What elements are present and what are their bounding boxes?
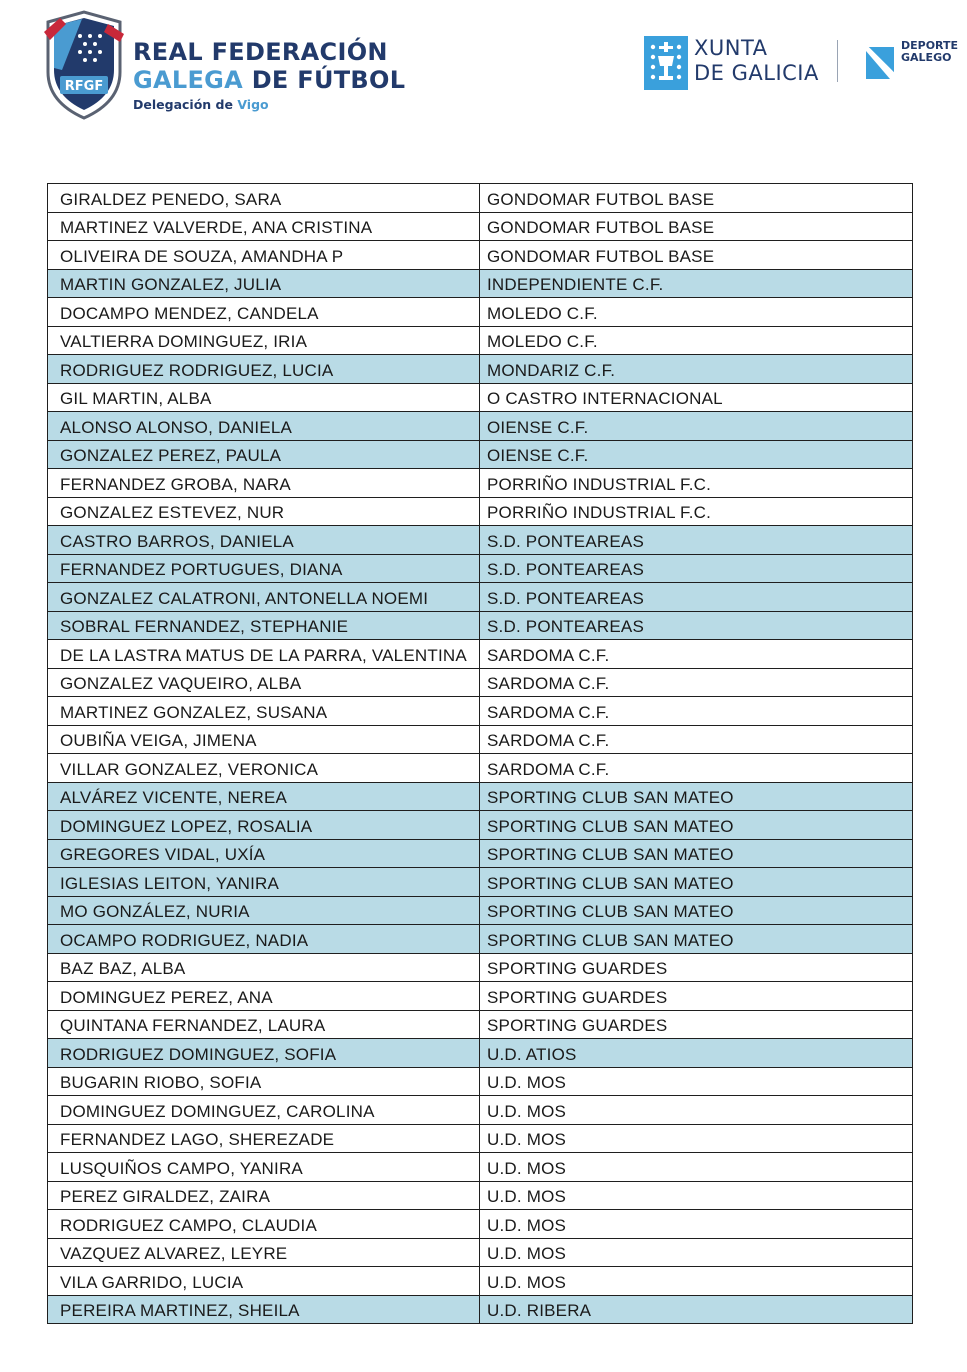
player-name-cell: GIL MARTIN, ALBA	[48, 383, 480, 412]
table-row	[48, 1295, 913, 1324]
player-name-cell: GONZALEZ VAQUEIRO, ALBA	[48, 668, 480, 697]
table-row	[48, 1124, 913, 1153]
club-name-cell: INDEPENDIENTE C.F.	[480, 269, 913, 298]
player-name-cell: DOCAMPO MENDEZ, CANDELA	[48, 298, 480, 327]
player-name-cell: OUBIÑA VEIGA, JIMENA	[48, 725, 480, 754]
club-name-cell: SPORTING CLUB SAN MATEO	[480, 839, 913, 868]
org-name-line1: REAL FEDERACIÓN	[133, 38, 388, 66]
deporte-line2: GALEGO	[901, 51, 952, 64]
player-name-cell: MO GONZÁLEZ, NURIA	[48, 896, 480, 925]
player-name-cell: ALONSO ALONSO, DANIELA	[48, 412, 480, 441]
club-name-cell: O CASTRO INTERNACIONAL	[480, 383, 913, 412]
player-name-cell: GIRALDEZ PENEDO, SARA	[48, 184, 480, 213]
club-name-cell: SPORTING CLUB SAN MATEO	[480, 925, 913, 954]
table-row	[48, 982, 913, 1011]
table-row	[48, 440, 913, 469]
player-name-cell: GREGORES VIDAL, UXÍA	[48, 839, 480, 868]
player-name-cell: MARTINEZ GONZALEZ, SUSANA	[48, 697, 480, 726]
table-row	[48, 1153, 913, 1182]
table-row	[48, 583, 913, 612]
document-header	[0, 0, 967, 130]
xunta-emblem-logo	[644, 36, 688, 90]
table-row	[48, 326, 913, 355]
club-name-cell: SARDOMA C.F.	[480, 697, 913, 726]
table-row	[48, 1096, 913, 1125]
club-name-cell: U.D. ATIOS	[480, 1039, 913, 1068]
club-name-cell: U.D. MOS	[480, 1067, 913, 1096]
rfgf-crest-logo	[42, 10, 126, 120]
player-name-cell: GONZALEZ PEREZ, PAULA	[48, 440, 480, 469]
player-name-cell: FERNANDEZ PORTUGUES, DIANA	[48, 554, 480, 583]
table-row	[48, 554, 913, 583]
table-row	[48, 526, 913, 555]
club-name-cell: S.D. PONTEAREAS	[480, 583, 913, 612]
player-name-cell: MARTINEZ VALVERDE, ANA CRISTINA	[48, 212, 480, 241]
deporte-galego-logo	[864, 41, 896, 81]
player-name-cell: OLIVEIRA DE SOUZA, AMANDHA P	[48, 241, 480, 270]
club-name-cell: PORRIÑO INDUSTRIAL F.C.	[480, 469, 913, 498]
club-name-cell: S.D. PONTEAREAS	[480, 554, 913, 583]
club-name-cell: U.D. MOS	[480, 1210, 913, 1239]
player-club-table-body	[48, 184, 913, 1324]
player-name-cell: FERNANDEZ GROBA, NARA	[48, 469, 480, 498]
club-name-cell: OIENSE C.F.	[480, 412, 913, 441]
player-name-cell: PEREIRA MARTINEZ, SHEILA	[48, 1295, 480, 1324]
club-name-cell: SPORTING GUARDES	[480, 982, 913, 1011]
club-name-cell: SARDOMA C.F.	[480, 725, 913, 754]
player-name-cell: RODRIGUEZ DOMINGUEZ, SOFIA	[48, 1039, 480, 1068]
club-name-cell: U.D. MOS	[480, 1124, 913, 1153]
club-name-cell: OIENSE C.F.	[480, 440, 913, 469]
club-name-cell: MOLEDO C.F.	[480, 326, 913, 355]
player-name-cell: GONZALEZ ESTEVEZ, NUR	[48, 497, 480, 526]
table-row	[48, 1238, 913, 1267]
org-name-line2	[133, 66, 405, 94]
club-name-cell: MOLEDO C.F.	[480, 298, 913, 327]
player-name-cell: ALVÁREZ VICENTE, NEREA	[48, 782, 480, 811]
club-name-cell: SPORTING CLUB SAN MATEO	[480, 868, 913, 897]
table-row	[48, 1181, 913, 1210]
rfgf-badge-text: RFGF	[64, 79, 104, 94]
deporte-line1: DEPORTE	[901, 39, 959, 52]
table-row	[48, 611, 913, 640]
table-row	[48, 269, 913, 298]
table-row	[48, 725, 913, 754]
table-row	[48, 298, 913, 327]
club-name-cell: GONDOMAR FUTBOL BASE	[480, 212, 913, 241]
player-name-cell: IGLESIAS LEITON, YANIRA	[48, 868, 480, 897]
table-row	[48, 212, 913, 241]
club-name-cell: GONDOMAR FUTBOL BASE	[480, 241, 913, 270]
club-name-cell: SPORTING GUARDES	[480, 1010, 913, 1039]
table-row	[48, 383, 913, 412]
player-name-cell: CASTRO BARROS, DANIELA	[48, 526, 480, 555]
club-name-cell: U.D. MOS	[480, 1238, 913, 1267]
club-name-cell: SPORTING CLUB SAN MATEO	[480, 782, 913, 811]
club-name-cell: U.D. RIBERA	[480, 1295, 913, 1324]
table-row	[48, 1010, 913, 1039]
club-name-cell: U.D. MOS	[480, 1181, 913, 1210]
table-row	[48, 184, 913, 213]
table-row	[48, 412, 913, 441]
player-name-cell: BUGARIN RIOBO, SOFIA	[48, 1067, 480, 1096]
player-name-cell: RODRIGUEZ CAMPO, CLAUDIA	[48, 1210, 480, 1239]
player-name-cell: SOBRAL FERNANDEZ, STEPHANIE	[48, 611, 480, 640]
club-name-cell: S.D. PONTEAREAS	[480, 526, 913, 555]
table-row	[48, 355, 913, 384]
player-name-cell: GONZALEZ CALATRONI, ANTONELLA NOEMI	[48, 583, 480, 612]
player-name-cell: FERNANDEZ LAGO, SHEREZADE	[48, 1124, 480, 1153]
club-name-cell: U.D. MOS	[480, 1153, 913, 1182]
player-name-cell: MARTIN GONZALEZ, JULIA	[48, 269, 480, 298]
player-name-cell: DOMINGUEZ PEREZ, ANA	[48, 982, 480, 1011]
table-row	[48, 241, 913, 270]
table-row	[48, 782, 913, 811]
table-row	[48, 754, 913, 783]
club-name-cell: SPORTING CLUB SAN MATEO	[480, 896, 913, 925]
table-row	[48, 839, 913, 868]
delegation-city: Vigo	[237, 97, 269, 112]
club-name-cell: SPORTING CLUB SAN MATEO	[480, 811, 913, 840]
xunta-wordmark	[694, 36, 819, 86]
club-name-cell: MONDARIZ C.F.	[480, 355, 913, 384]
player-name-cell: VALTIERRA DOMINGUEZ, IRIA	[48, 326, 480, 355]
club-name-cell: SARDOMA C.F.	[480, 640, 913, 669]
player-name-cell: VILA GARRIDO, LUCIA	[48, 1267, 480, 1296]
table-row	[48, 497, 913, 526]
player-name-cell: VILLAR GONZALEZ, VERONICA	[48, 754, 480, 783]
org-name-galega: GALEGA	[133, 66, 244, 94]
table-row	[48, 1210, 913, 1239]
club-name-cell: PORRIÑO INDUSTRIAL F.C.	[480, 497, 913, 526]
delegation-label	[133, 97, 405, 112]
table-row	[48, 868, 913, 897]
org-name-de-futbol: DE FÚTBOL	[251, 66, 406, 94]
club-name-cell: GONDOMAR FUTBOL BASE	[480, 184, 913, 213]
table-row	[48, 1267, 913, 1296]
player-name-cell: OCAMPO RODRIGUEZ, NADIA	[48, 925, 480, 954]
club-name-cell: S.D. PONTEAREAS	[480, 611, 913, 640]
player-name-cell: BAZ BAZ, ALBA	[48, 953, 480, 982]
player-club-table	[47, 183, 913, 1324]
deporte-galego-wordmark	[901, 40, 958, 64]
player-name-cell: RODRIGUEZ RODRIGUEZ, LUCIA	[48, 355, 480, 384]
table-row	[48, 1039, 913, 1068]
xunta-line1: XUNTA	[694, 36, 768, 60]
player-name-cell: DE LA LASTRA MATUS DE LA PARRA, VALENTINA	[48, 640, 480, 669]
rfgf-wordmark	[133, 38, 405, 112]
xunta-line2: DE GALICIA	[694, 61, 819, 85]
player-name-cell: LUSQUIÑOS CAMPO, YANIRA	[48, 1153, 480, 1182]
player-name-cell: PEREZ GIRALDEZ, ZAIRA	[48, 1181, 480, 1210]
table-row	[48, 469, 913, 498]
player-name-cell: DOMINGUEZ DOMINGUEZ, CAROLINA	[48, 1096, 480, 1125]
table-row	[48, 953, 913, 982]
club-name-cell: SARDOMA C.F.	[480, 754, 913, 783]
player-name-cell: DOMINGUEZ LOPEZ, ROSALIA	[48, 811, 480, 840]
player-name-cell: QUINTANA FERNANDEZ, LAURA	[48, 1010, 480, 1039]
table-row	[48, 1067, 913, 1096]
club-name-cell: U.D. MOS	[480, 1267, 913, 1296]
logo-divider	[837, 40, 838, 82]
table-row	[48, 668, 913, 697]
player-name-cell: VAZQUEZ ALVAREZ, LEYRE	[48, 1238, 480, 1267]
club-name-cell: SARDOMA C.F.	[480, 668, 913, 697]
table-row	[48, 697, 913, 726]
delegation-prefix: Delegación de	[133, 97, 233, 112]
table-row	[48, 811, 913, 840]
table-row	[48, 896, 913, 925]
table-row	[48, 925, 913, 954]
club-name-cell: SPORTING GUARDES	[480, 953, 913, 982]
table-row	[48, 640, 913, 669]
club-name-cell: U.D. MOS	[480, 1096, 913, 1125]
